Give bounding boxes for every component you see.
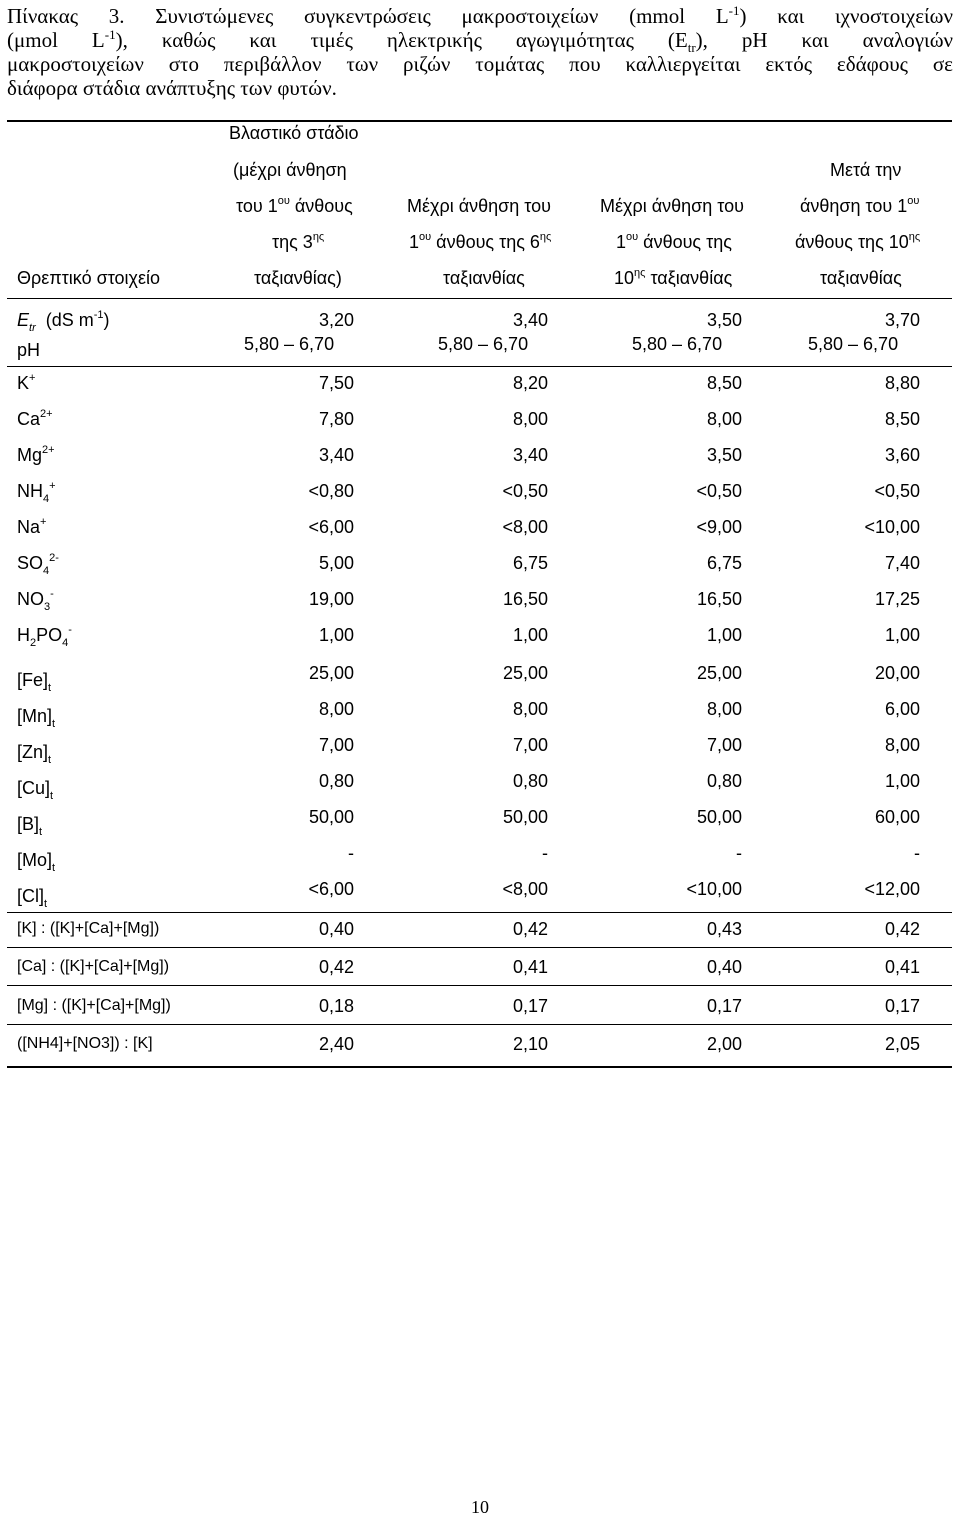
cell-mo-1: - — [348, 843, 354, 863]
cell-nh4-1: <0,80 — [308, 481, 354, 501]
cell-no3-3: 16,50 — [696, 589, 742, 609]
cell-ph-2: 5,80 – 6,70 — [438, 334, 529, 354]
row-label-so4: $SO_4^{2-}$ — [17, 552, 59, 577]
cell-fe-4: 20,00 — [874, 663, 920, 683]
cell-mn-1: 8,00 — [318, 699, 354, 719]
cell-mn-2: 8,00 — [512, 699, 548, 719]
cell-k-3: 8,50 — [706, 373, 742, 393]
row-label-fe: $[Fe]_t$ — [17, 670, 52, 694]
cell-zn-2: 7,00 — [512, 735, 548, 755]
cell-ratio-k-1: 0,40 — [318, 919, 354, 939]
cell-nh4-2: <0,50 — [502, 481, 548, 501]
header-bottom-rule — [7, 298, 952, 299]
cell-cu-3: 0,80 — [706, 771, 742, 791]
cell-ratio-n-3: 2,00 — [706, 1034, 742, 1054]
cell-ph-1: 5,80 – 6,70 — [244, 334, 335, 354]
cell-mg-1: 3,40 — [318, 445, 354, 465]
cell-b-2: 50,00 — [502, 807, 548, 827]
cell-h2po4-3: 1,00 — [706, 625, 742, 645]
cell-ph-3: 5,80 – 6,70 — [632, 334, 723, 354]
cell-ratio-k-3: 0,43 — [706, 919, 742, 939]
table-caption — [7, 4, 953, 100]
page-number: 10 — [471, 1497, 489, 1517]
cell-cl-3: <10,00 — [686, 879, 742, 899]
cell-so4-2: 6,75 — [512, 553, 548, 573]
header-col1-line1: Βλαστικό στάδιο — [229, 123, 359, 143]
cell-ratio-ca-3: 0,40 — [706, 957, 742, 977]
cell-mn-3: 8,00 — [706, 699, 742, 719]
row-label-k: K+ — [17, 372, 36, 393]
cell-ratio-mg-4: 0,17 — [884, 996, 920, 1016]
cell-ratio-k-4: 0,42 — [884, 919, 920, 939]
cell-nh4-3: <0,50 — [696, 481, 742, 501]
cell-so4-3: 6,75 — [706, 553, 742, 573]
row-divider-ratio-k — [7, 947, 952, 948]
row-label-ca: $Ca^{2+}$ — [17, 408, 53, 429]
cell-ca-3: 8,00 — [706, 409, 742, 429]
table-top-rule — [7, 120, 952, 122]
caption-line-4: διάφορα στάδια ανάπτυξης των φυτών. — [7, 76, 337, 100]
row-label-cu: $[Cu]_t$ — [17, 778, 54, 802]
cell-fe-3: 25,00 — [696, 663, 742, 683]
cell-ph-4: 5,80 – 6,70 — [808, 334, 899, 354]
cell-etr-4: 3,70 — [884, 310, 920, 330]
cell-etr-3: 3,50 — [706, 310, 742, 330]
row-label-zn: $[Zn]_t$ — [17, 742, 52, 766]
row-label-mo: $[Mo]_t$ — [17, 850, 56, 874]
header-col2-line3: ταξιανθίας — [443, 268, 525, 288]
row-label-b: $[B]_t$ — [17, 814, 43, 838]
cell-k-1: 7,50 — [318, 373, 354, 393]
row-label-na: Na+ — [17, 516, 47, 537]
cell-na-2: <8,00 — [502, 517, 548, 537]
row-label-h2po4: $H_2PO_4^-$ — [17, 624, 72, 649]
cell-mg-3: 3,50 — [706, 445, 742, 465]
cell-k-4: 8,80 — [884, 373, 920, 393]
cell-zn-1: 7,00 — [318, 735, 354, 755]
row-label-ratio-ca: [Ca] : ([K]+[Ca]+[Mg]) — [17, 958, 170, 975]
cell-ratio-k-2: 0,42 — [512, 919, 548, 939]
row-label-nh4: $NH_4^+$ — [17, 480, 56, 505]
header-col2-line1: Μέχρι άνθηση του — [407, 196, 551, 216]
cell-fe-2: 25,00 — [502, 663, 548, 683]
cell-b-1: 50,00 — [308, 807, 354, 827]
cell-ratio-n-1: 2,40 — [318, 1034, 354, 1054]
header-nutrient-label: Θρεπτικό στοιχείο — [17, 268, 161, 288]
header-col3-line3: $10^{\eta\varsigma}$ ταξιανθίας — [614, 267, 733, 288]
cell-mo-4: - — [914, 843, 920, 863]
header-col3-line2: $1^{o\upsilon}$ άνθους της — [616, 231, 732, 252]
header-col4-line3: άνθους της $10^{\eta\varsigma}$ — [795, 231, 921, 252]
cell-na-1: <6,00 — [308, 517, 354, 537]
cell-no3-2: 16,50 — [502, 589, 548, 609]
cell-ratio-n-2: 2,10 — [512, 1034, 548, 1054]
row-divider-ratio-ca — [7, 985, 952, 986]
cell-h2po4-1: 1,00 — [318, 625, 354, 645]
cell-ca-1: 7,80 — [318, 409, 354, 429]
row-divider-micro — [7, 912, 952, 913]
cell-ratio-ca-4: 0,41 — [884, 957, 920, 977]
caption-line-1: Πίνακας 3. Συνιστώμενες συγκεντρώσεις μακροστοιχείων (mmol $L^{-1}$) και ιχνοστοιχείων — [7, 3, 953, 28]
row-label-etr: $E_{tr}$ (dS $m^{-1}$) — [17, 309, 110, 334]
cell-mg-2: 3,40 — [512, 445, 548, 465]
cell-ratio-mg-1: 0,18 — [318, 996, 354, 1016]
header-col2-line2: $1^{o\upsilon}$ άνθους της $6^{\eta\varsigma}$ — [409, 231, 552, 252]
header-col1-line5: ταξιανθίας) — [254, 268, 342, 288]
cell-k-2: 8,20 — [512, 373, 548, 393]
header-col4-line2: άνθηση του $1^{o\upsilon}$ — [800, 195, 920, 216]
row-label-mn: $[Mn]_t$ — [17, 706, 56, 730]
header-col1-line2: (μέχρι άνθηση — [233, 160, 347, 180]
cell-ca-4: 8,50 — [884, 409, 920, 429]
cell-mg-4: 3,60 — [884, 445, 920, 465]
cell-zn-3: 7,00 — [706, 735, 742, 755]
cell-na-4: <10,00 — [864, 517, 920, 537]
cell-h2po4-2: 1,00 — [512, 625, 548, 645]
cell-cl-4: <12,00 — [864, 879, 920, 899]
row-label-cl: $[Cl]_t$ — [17, 886, 48, 910]
cell-ratio-mg-3: 0,17 — [706, 996, 742, 1016]
cell-so4-1: 5,00 — [318, 553, 354, 573]
cell-fe-1: 25,00 — [308, 663, 354, 683]
cell-zn-4: 8,00 — [884, 735, 920, 755]
cell-b-3: 50,00 — [696, 807, 742, 827]
row-divider-ph — [7, 366, 952, 367]
cell-ratio-n-4: 2,05 — [884, 1034, 920, 1054]
cell-mo-2: - — [542, 843, 548, 863]
caption-line-2: (μmol $L^{-1}$), καθώς και τιμές ηλεκτρικής αγωγιμότητας $(E_{tr})$, pH και αναλογιών — [7, 27, 954, 56]
cell-ratio-ca-1: 0,42 — [318, 957, 354, 977]
header-col1-line3: του $1^{o\upsilon}$ άνθους — [236, 195, 353, 216]
cell-mo-3: - — [736, 843, 742, 863]
cell-cl-2: <8,00 — [502, 879, 548, 899]
header-col3-line1: Μέχρι άνθηση του — [600, 196, 744, 216]
row-label-ratio-n: ([NH4]+[NO3]) : [K] — [17, 1035, 153, 1052]
cell-cl-1: <6,00 — [308, 879, 354, 899]
cell-cu-2: 0,80 — [512, 771, 548, 791]
cell-etr-2: 3,40 — [512, 310, 548, 330]
header-col4-line4: ταξιανθίας — [820, 268, 902, 288]
table-bottom-rule — [7, 1066, 952, 1068]
cell-cu-4: 1,00 — [884, 771, 920, 791]
cell-ratio-mg-2: 0,17 — [512, 996, 548, 1016]
header-col1-line4: της $3^{\eta\varsigma}$ — [272, 231, 325, 252]
cell-no3-4: 17,25 — [874, 589, 920, 609]
cell-no3-1: 19,00 — [308, 589, 354, 609]
cell-ratio-ca-2: 0,41 — [512, 957, 548, 977]
cell-cu-1: 0,80 — [318, 771, 354, 791]
row-divider-ratio-mg — [7, 1024, 952, 1025]
cell-so4-4: 7,40 — [884, 553, 920, 573]
row-label-no3: $NO_3^-$ — [17, 588, 54, 613]
cell-mn-4: 6,00 — [884, 699, 920, 719]
row-label-ratio-mg: [Mg] : ([K]+[Ca]+[Mg]) — [17, 997, 171, 1014]
row-label-ratio-k: [K] : ([K]+[Ca]+[Mg]) — [17, 920, 160, 937]
cell-etr-1: 3,20 — [318, 310, 354, 330]
cell-ca-2: 8,00 — [512, 409, 548, 429]
row-label-ph: pH — [17, 340, 41, 360]
caption-line-3: μακροστοιχείων στο περιβάλλον των ριζών τομάτας που καλλιεργείται εκτός εδάφους σε — [7, 52, 953, 76]
cell-na-3: <9,00 — [696, 517, 742, 537]
cell-nh4-4: <0,50 — [874, 481, 920, 501]
cell-b-4: 60,00 — [874, 807, 920, 827]
header-col4-line1: Μετά την — [830, 160, 902, 180]
row-label-mg: $Mg^{2+}$ — [17, 444, 55, 465]
cell-h2po4-4: 1,00 — [884, 625, 920, 645]
